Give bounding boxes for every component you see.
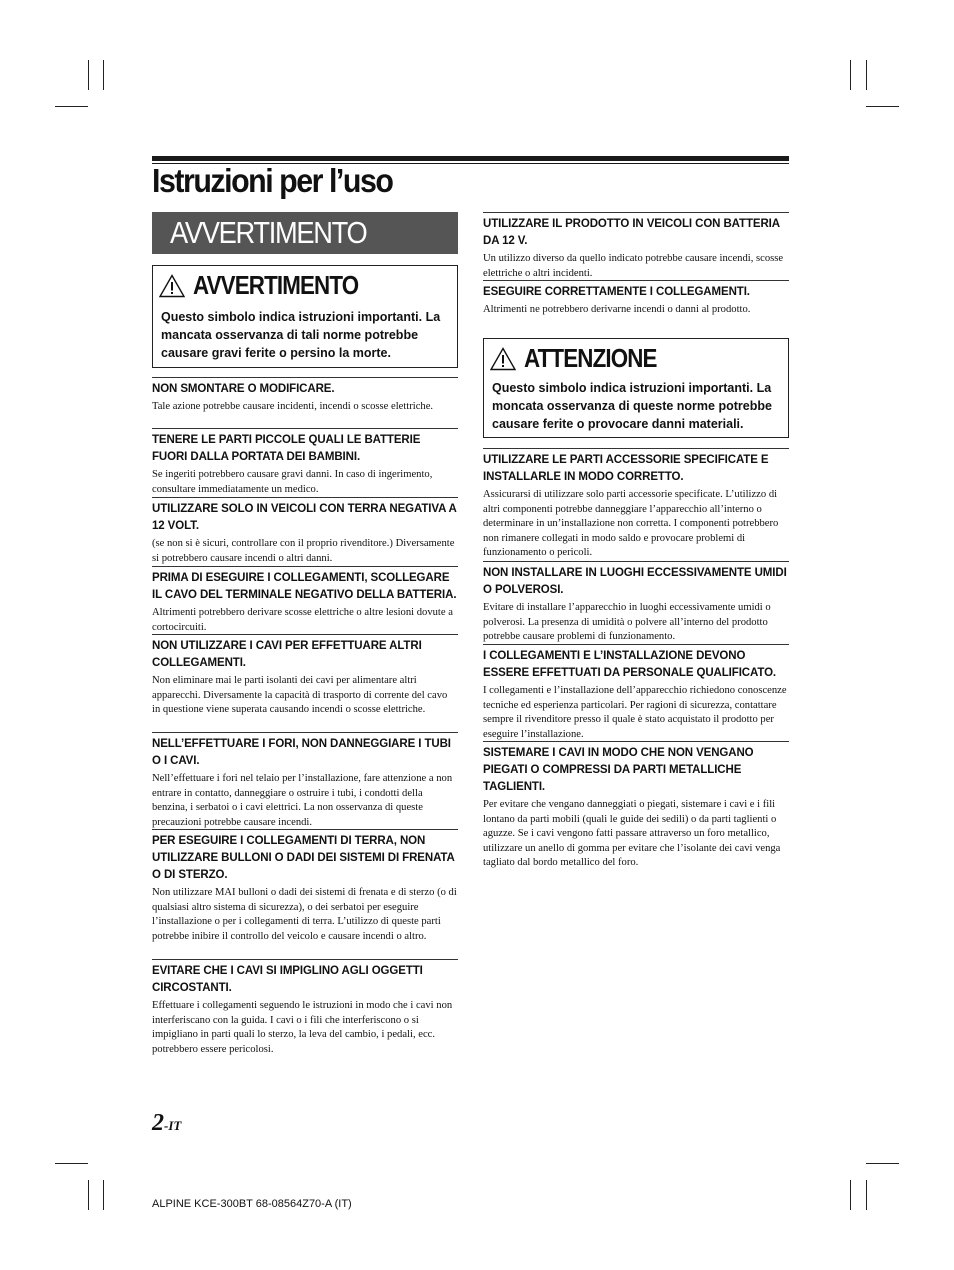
caution-box-text: Questo simbolo indica istruzioni importanti. La moncata osservanza di queste norme potrebbe causare ferite o provocare danni materiali. (492, 381, 772, 431)
section-rule (152, 428, 458, 429)
warning-triangle-icon (490, 347, 516, 371)
page-number (152, 1110, 181, 1137)
warning-box-head (159, 270, 385, 301)
section-rule (152, 497, 458, 498)
section-rule (152, 634, 458, 635)
footer-code: ALPINE KCE-300BT 68-08564Z70-A (IT) (152, 1198, 352, 1210)
section-text: Assicurarsi di utilizzare solo parti accessorie specificate. L’utilizzo di altri componenti potrebbe danneggiare l’apparecchio all’interno o determinare in un’installazione non corretta. I componenti potrebbero non rimanere collegati in modo saldo e provocare problemi di funzionamento o pericoli. (483, 489, 779, 559)
section-block (152, 634, 458, 718)
caution-box-head (490, 343, 678, 374)
section-block (483, 561, 789, 645)
section-rule (483, 741, 789, 742)
crop-mark (866, 60, 867, 90)
crop-mark (866, 106, 899, 107)
section-block (483, 448, 789, 561)
section-title: TENERE LE PARTI PICCOLE QUALI LE BATTERIE FUORI DALLA PORTATA DEI BAMBINI. (152, 434, 421, 463)
section-title: UTILIZZARE SOLO IN VEICOLI CON TERRA NEGATIVA A 12 VOLT. (152, 503, 457, 532)
section-rule (152, 732, 458, 733)
section-text: Non utilizzare MAI bulloni o dadi dei sistemi di frenata e di sterzo (o di qualsiasi altro sistema di sicurezza), o dei serbatoi per eseguire l’installazione o per i collegamenti di terra. L’utilizzo di queste parti potrebbe inibire il controllo del veicolo e causare incendi o altro. (152, 887, 457, 942)
section-title: NON UTILIZZARE I CAVI PER EFFETTUARE ALTRI COLLEGAMENTI. (152, 640, 422, 669)
section-text: Effettuare i collegamenti seguendo le istruzioni in modo che i cavi non interferiscano con la guida. I cavi o i fili che interferiscono o si impigliano in parti quali lo sterzo, la leva del cambio, i pedali, ecc. potrebbero essere pericolosi. (152, 1000, 453, 1055)
section-block (152, 732, 458, 830)
section-block (152, 428, 458, 497)
section-rule (483, 280, 789, 281)
section-title: NELL’EFFETTUARE I FORI, NON DANNEGGIARE I TUBI O I CAVI. (152, 738, 451, 767)
section-block (483, 644, 789, 742)
section-block (152, 377, 458, 415)
section-text: I collegamenti e l’installazione dell’apparecchio richiedono conoscenze tecniche ed esperienza particolari. Per ragioni di sicurezza, contattare sempre il rivenditore presso il quale è stato acquistato il prodotto per eseguire l’installazione. (483, 685, 787, 740)
section-banner-label: AVVERTIMENTO (170, 215, 367, 250)
section-rule (152, 959, 458, 960)
crop-mark (850, 60, 851, 90)
section-title: I COLLEGAMENTI E L’INSTALLAZIONE DEVONO ESSERE EFFETTUATI DA PERSONALE QUALIFICATO. (483, 650, 777, 679)
section-rule (152, 829, 458, 830)
caution-box (483, 338, 789, 438)
section-block (152, 959, 458, 1057)
section-block (152, 566, 458, 635)
section-block (152, 829, 458, 944)
section-title: SISTEMARE I CAVI IN MODO CHE NON VENGANO PIEGATI O COMPRESSI DA PARTI METALLICHE TAGLIENTI. (483, 747, 754, 793)
section-title: NON SMONTARE O MODIFICARE. (152, 383, 335, 395)
crop-mark (88, 1180, 89, 1210)
warning-box-text: Questo simbolo indica istruzioni importanti. La mancata osservanza di tali norme potrebbe causare gravi ferite o persino la morte. (161, 310, 441, 360)
section-banner (152, 212, 458, 254)
section-text: Tale azione potrebbe causare incidenti, incendi o scosse elettriche. (152, 401, 434, 412)
title-rule (152, 156, 789, 161)
caution-box-heading: ATTENZIONE (524, 343, 657, 373)
warning-box (152, 265, 458, 368)
crop-mark (103, 1180, 104, 1210)
warning-triangle-icon (159, 274, 185, 298)
crop-mark (55, 1163, 88, 1164)
section-text: Altrimenti ne potrebbero derivarne incendi o danni al prodotto. (483, 304, 751, 315)
section-block (483, 741, 789, 871)
section-text: Nell’effettuare i fori nel telaio per l’installazione, fare attenzione a non entrare in contatto, danneggiare o ostruire i tubi, i condotti della benzina, i serbatoi o i cavi elettrici. La non osservanza di queste precauzioni potrebbe causare incendi. (152, 773, 453, 828)
crop-mark (55, 106, 88, 107)
crop-mark (866, 1163, 899, 1164)
crop-mark (850, 1180, 851, 1210)
crop-mark (103, 60, 104, 90)
section-text: Non eliminare mai le parti isolanti dei cavi per alimentare altri apparecchi. Diversamente la capacità di trasporto di corrente del cavo in questione viene superata causando incendi o scosse elettriche. (152, 675, 448, 716)
section-text: Un utilizzo diverso da quello indicato potrebbe causare incendi, scosse elettriche o altri incidenti. (483, 253, 784, 279)
section-text: Se ingeriti potrebbero causare gravi danni. In caso di ingerimento, consultare immediatamente un medico. (152, 469, 433, 495)
crop-mark (88, 60, 89, 90)
section-title: NON INSTALLARE IN LUOGHI ECCESSIVAMENTE UMIDI O POLVEROSI. (483, 567, 787, 596)
section-block (152, 497, 458, 566)
section-title: PER ESEGUIRE I COLLEGAMENTI DI TERRA, NON UTILIZZARE BULLONI O DADI DEI SISTEMI DI FRENATA O DI STERZO. (152, 835, 455, 881)
section-title: ESEGUIRE CORRETTAMENTE I COLLEGAMENTI. (483, 286, 750, 298)
section-block (483, 280, 789, 318)
section-title: UTILIZZARE LE PARTI ACCESSORIE SPECIFICATE E INSTALLARLE IN MODO CORRETTO. (483, 454, 769, 483)
section-rule (152, 377, 458, 378)
page-title: Istruzioni per l’uso (152, 162, 393, 199)
warning-box-heading: AVVERTIMENTO (193, 270, 359, 300)
section-rule (483, 561, 789, 562)
section-text: Per evitare che vengano danneggiati o piegati, sistemare i cavi e i fili lontano da parti mobili (quali le guide dei sedili) o da parti taglienti o aguzze. Se i cavi vengono fatti passare attraverso un foro metallico, utilizzare un anello di gomma per evitare che l’isolante dei cavi venga tagliato dal bordo metallico del foro. (483, 799, 781, 869)
page-number-suffix: -IT (164, 1118, 182, 1133)
section-title: UTILIZZARE IL PRODOTTO IN VEICOLI CON BATTERIA DA 12 V. (483, 218, 780, 247)
section-rule (152, 566, 458, 567)
crop-mark (866, 1180, 867, 1210)
section-text: Altrimenti potrebbero derivare scosse elettriche o altre lesioni dovute a cortocircuiti. (152, 607, 453, 633)
section-text: (se non si è sicuri, controllare con il proprio rivenditore.) Diversamente si potrebbero causare incendi o altri danni. (152, 538, 455, 564)
section-rule (483, 448, 789, 449)
section-rule (483, 212, 789, 213)
section-text: Evitare di installare l’apparecchio in luoghi eccessivamente umidi o polverosi. La presenza di umidità o polvere all’interno del prodotto potrebbe causare problemi di funzionamento. (483, 602, 771, 643)
section-title: PRIMA DI ESEGUIRE I COLLEGAMENTI, SCOLLEGARE IL CAVO DEL TERMINALE NEGATIVO DELLA BATTERIA. (152, 572, 457, 601)
section-block (483, 212, 789, 281)
section-rule (483, 644, 789, 645)
page-number-value: 2 (152, 1110, 164, 1136)
section-title: EVITARE CHE I CAVI SI IMPIGLINO AGLI OGGETTI CIRCOSTANTI. (152, 965, 423, 994)
